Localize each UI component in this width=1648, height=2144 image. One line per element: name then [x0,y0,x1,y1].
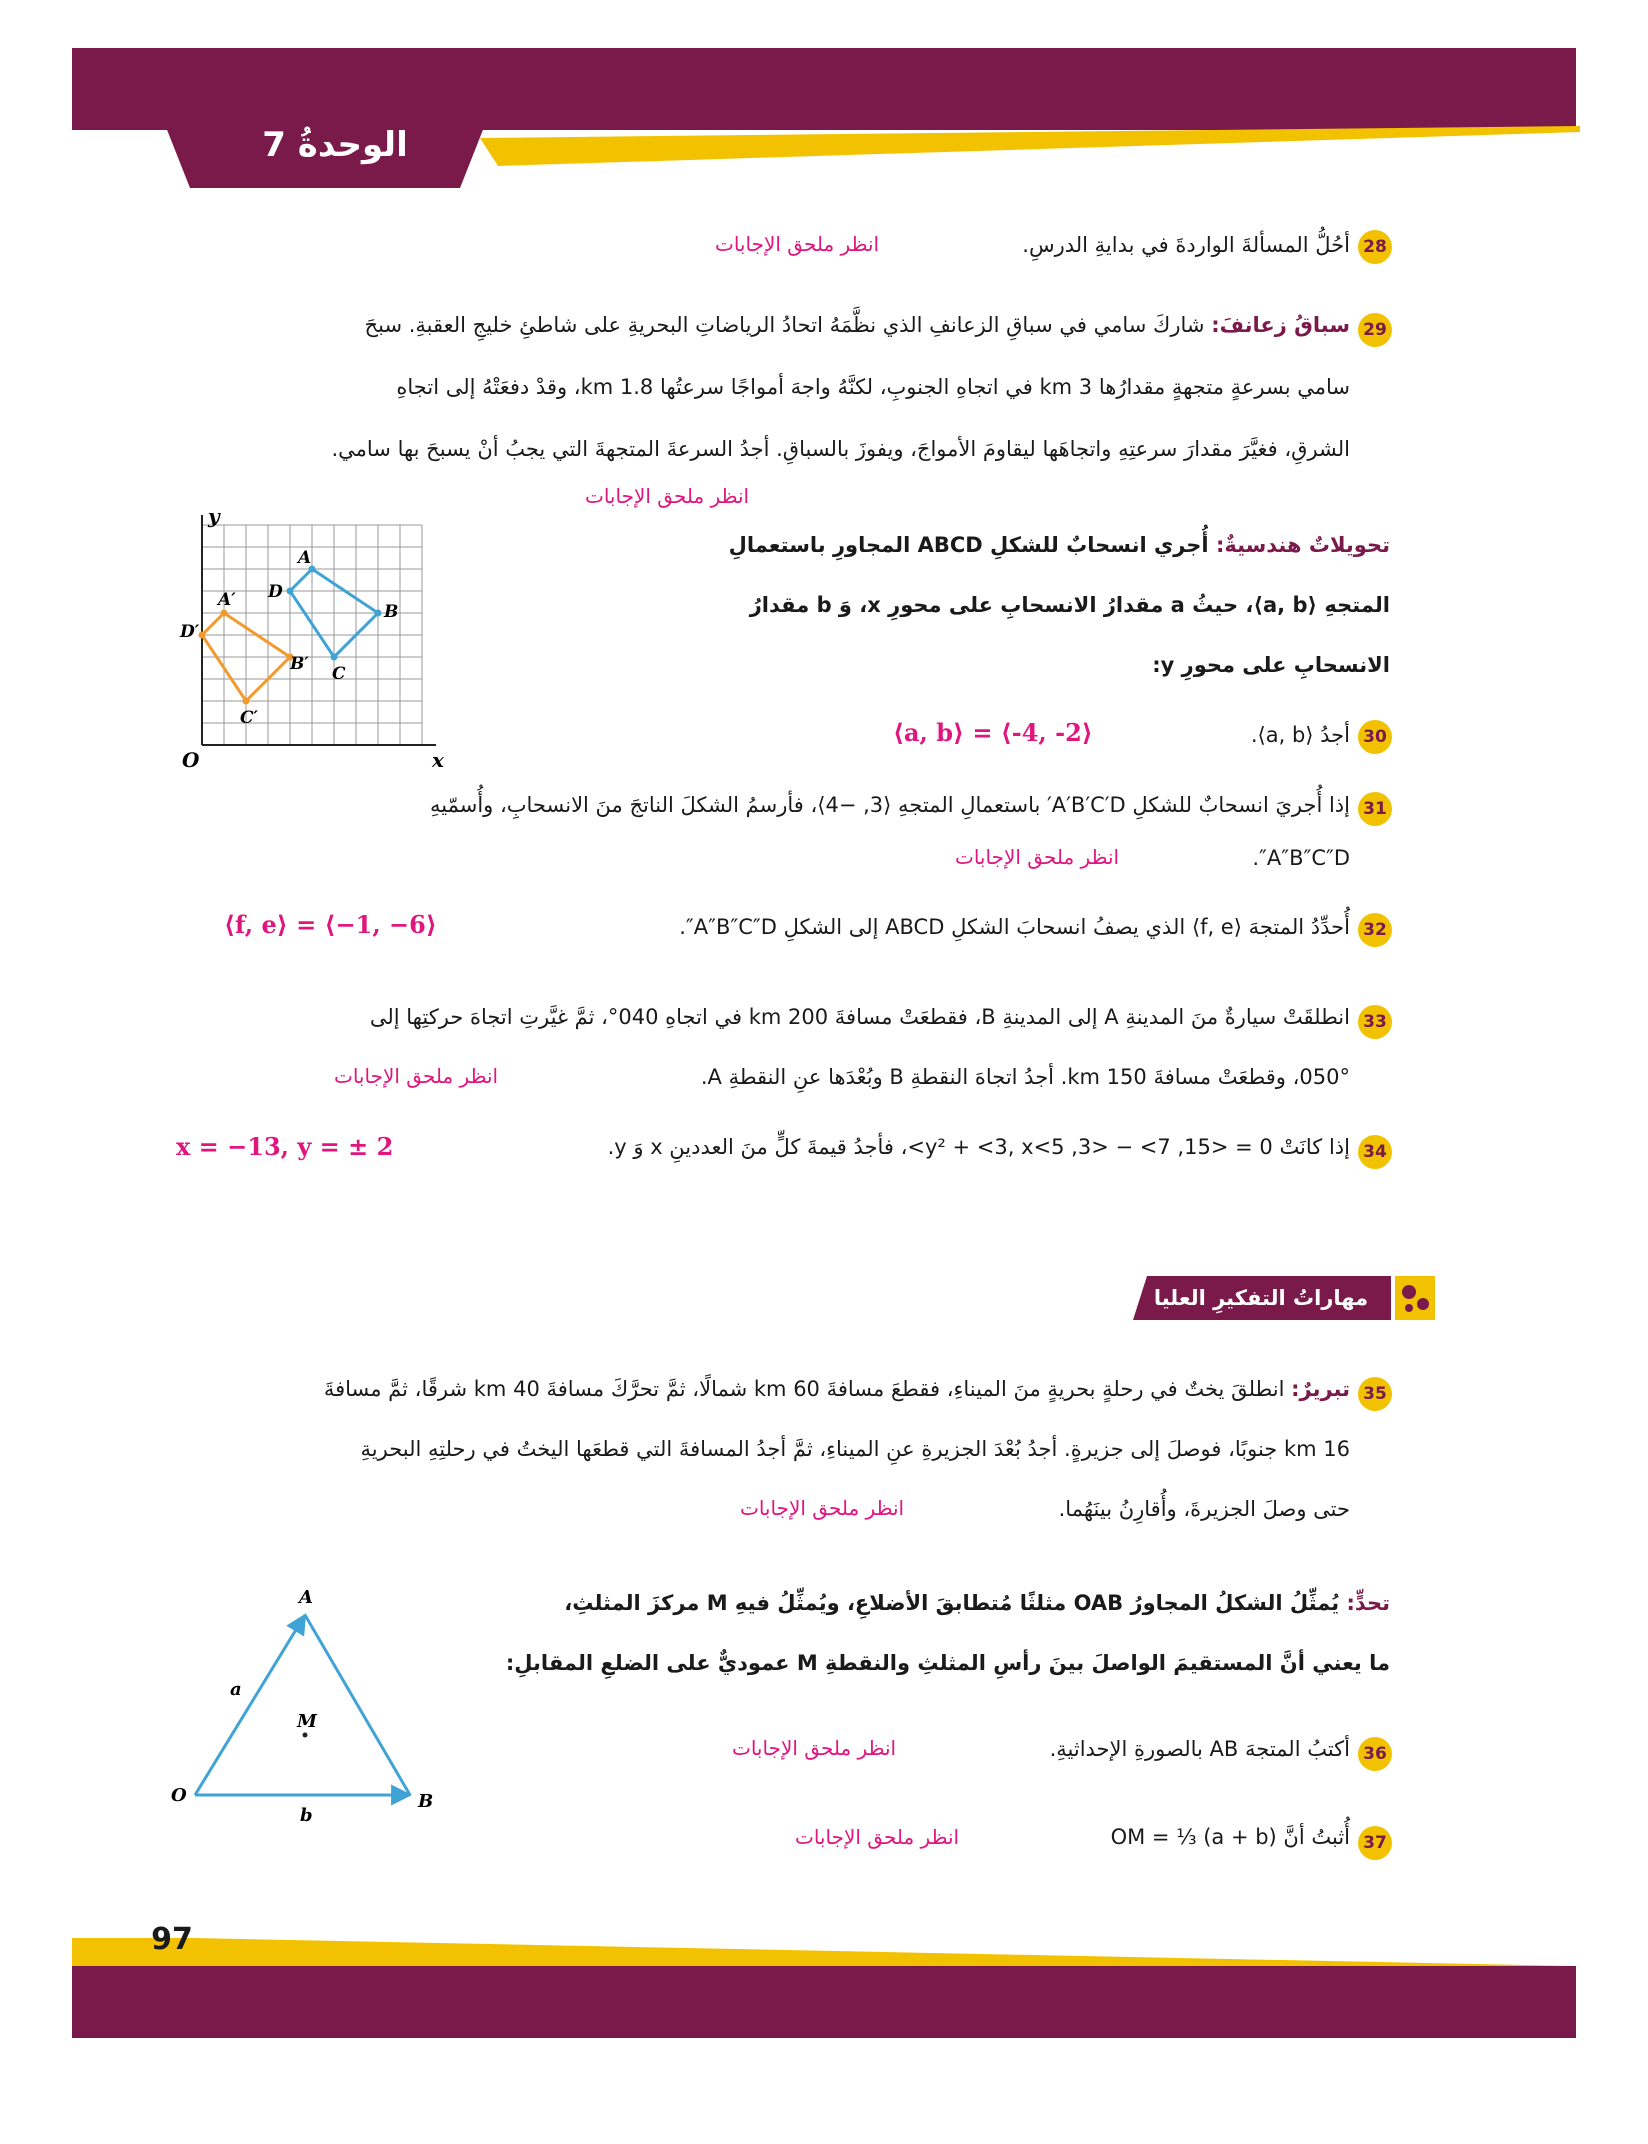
label-d: D [268,582,283,602]
q35-title: تبريرٌ: [1291,1377,1350,1401]
q29-line1: شاركَ سامي في سباقِ الزعانفِ الذي نظَّمَهُ اتحادُ الرياضاتِ البحريةِ على شاطئِ خليجِ العقبةِ. سبحَ [364,313,1205,337]
footer-bar [72,1966,1576,2038]
label-c-prime: C′ [240,708,259,728]
challenge-title: تحدٍّ: [1346,1591,1390,1615]
shape-a1b1c1d1-vertex [243,698,250,705]
q30-answer: ⟨a, b⟩ = ⟨-4, -2⟩ [893,718,1093,747]
y-axis-label: y [208,504,220,528]
header-accent-stripe [480,126,1580,166]
unit-label: الوحدةُ 7 [262,125,408,165]
q35-body [180,1374,1350,1404]
challenge-intro [490,1588,1390,1618]
section-title: مهاراتُ التفكيرِ العليا [1153,1286,1369,1310]
q29-line2: سامي بسرعةٍ متجهةٍ مقدارُها 3 km في اتجاهِ الجنوبِ، لكنَّهُ واجهَ أمواجًا سرعتُها 1.8 km، وقدْ دفعَتْهُ إلى اتجاهِ [396,375,1350,399]
label-a-prime: A′ [218,590,236,610]
label-b: B [384,602,399,622]
q36-text: أكتبُ المتجهَ AB بالصورةِ الإحداثيةِ. [1049,1737,1350,1761]
q34-answer: x = −13, y = ± 2 [176,1132,394,1161]
transform-title: تحويلاتٌ هندسيةٌ: [1215,533,1390,557]
q37-answer-ref: انظر ملحق الإجابات [795,1825,960,1849]
page-number: 97 [151,1922,193,1957]
question-number-35: 35 [1358,1377,1392,1411]
q29-title: سباقُ زعانفَ: [1211,313,1350,337]
vector-oa [195,1615,305,1795]
transform-line3: الانسحابِ على محورِ y: [1152,653,1390,677]
q33-answer-ref: انظر ملحق الإجابات [334,1064,499,1088]
question-number-37: 37 [1358,1826,1392,1860]
q35-answer-ref: انظر ملحق الإجابات [740,1496,905,1520]
label-vector-a: a [230,1679,242,1700]
transform-line2: المتجهِ ⟨a, b⟩، حيثُ a مقدارُ الانسحابِ على محورِ x، وَ b مقدارُ [749,593,1390,617]
q35-line1: انطلقَ يختٌ في رحلةٍ بحريةٍ منَ الميناءِ، فقطعَ مسافةَ 60 km شمالًا، ثمَّ تحرَّكَ مسافةَ 40 km شرقًا، ثمَّ مسافةَ [323,1377,1285,1401]
label-c: C [332,664,346,684]
label-b-prime: B′ [290,654,309,674]
q30-text: أجدُ ⟨a, b⟩. [1250,723,1350,747]
label-o: O [171,1785,187,1806]
q32-text: أُحدِّدُ المتجهَ ⟨f, e⟩ الذي يصفُ انسحابَ الشكلِ ABCD إلى الشكلِ A″B″C″D″. [679,915,1350,939]
label-d-prime: D′ [180,622,200,642]
shape-abcd-vertex [331,654,338,661]
question-number-32: 32 [1358,913,1392,947]
shape-abcd-vertex [375,610,382,617]
q29-answer-ref: انظر ملحق الإجابات [585,484,750,508]
question-number-33: 33 [1358,1005,1392,1039]
question-number-30: 30 [1358,720,1392,754]
challenge-line1: يُمثِّلُ الشكلُ المجاورُ OAB مثلثًا مُتطابقَ الأضلاعِ، ويُمثِّلُ فيهِ M مركزَ المثلثِ، [564,1591,1340,1615]
q31-line2: A″B″C″D″. [1252,846,1350,870]
triangle-figure [170,1585,434,1826]
label-a: A [298,548,312,568]
transform-intro [590,530,1390,560]
q29-line3: الشرقِ، فغيَّرَ مقدارَ سرعتِهِ واتجاهَها ليقاومَ الأمواجَ، ويفوزَ بالسباقِ. أجدُ السرعةَ المتجهةَ التي يجبُ أنْ يسبحَ بها سامي. [331,437,1350,461]
q32-answer: ⟨f, e⟩ = ⟨−1, −6⟩ [224,910,437,939]
q28-answer-ref: انظر ملحق الإجابات [715,232,880,256]
shape-a1b1c1d1-vertex [199,632,206,639]
label-b: B [418,1791,434,1812]
shape-a1b1c1d1-vertex [221,610,228,617]
x-axis-label: x [432,748,444,772]
question-number-28: 28 [1358,230,1392,264]
question-number-34: 34 [1358,1135,1392,1169]
label-a: A [299,1587,313,1608]
q35-line2: 16 km جنوبًا، فوصلَ إلى جزيرةٍ. أجدُ بُعْدَ الجزيرةِ عنِ الميناءِ، ثمَّ أجدُ المسافةَ التي قطعَها اليختُ في رحلتِهِ البحريةِ [360,1437,1350,1461]
q28-text: أحُلُّ المسألةَ الواردةَ في بدايةِ الدرسِ. [1022,233,1350,257]
q31-line1: إذا أُجريَ انسحابٌ للشكلِ A′B′C′D′ باستعمالِ المتجهِ ⟨3, −4⟩، فأرسمُ الشكلَ الناتجَ منَ الانسحابِ، وأُسمّيهِ [430,793,1350,817]
q33-line1: انطلقَتْ سيارةٌ منَ المدينةِ A إلى المدينةِ B، فقطعَتْ مسافةَ 200 km في اتجاهِ 040°، ثمَّ غيَّرتِ اتجاهَ حركتِها إلى [369,1005,1350,1029]
q33-line2: 050°، وقطعَتْ مسافةَ 150 km. أجدُ اتجاهَ النقطةِ B وبُعْدَها عنِ النقطةِ A. [700,1065,1350,1089]
question-number-29: 29 [1358,313,1392,347]
transform-line1: أُجري انسحابٌ للشكلِ ABCD المجاورِ باستعمالِ [728,533,1209,557]
question-number-36: 36 [1358,1737,1392,1771]
q37-text: أُثبتُ أنَّ OM = ⅓ (a + b) [1110,1825,1350,1849]
question-number-31: 31 [1358,792,1392,826]
point-m [303,1733,308,1738]
q36-answer-ref: انظر ملحق الإجابات [732,1736,897,1760]
label-vector-b: b [300,1805,313,1826]
challenge-line2: ما يعني أنَّ المستقيمَ الواصلَ بينَ رأسِ المثلثِ والنقطةِ M عموديٌّ على الضلعِ المقابلِ: [505,1651,1390,1675]
q31-answer-ref: انظر ملحق الإجابات [955,845,1120,869]
q29-body [180,310,1350,340]
side-ab [305,1615,410,1795]
translation-grid-figure [180,505,490,785]
q34-text: إذا كانَتْ 0 = <15, 7> − <3, 5>y² + <3, x>، فأجدُ قيمةَ كلٍّ منَ العددينِ x وَ y. [607,1135,1350,1159]
origin-label: O [182,748,200,772]
label-m: M [297,1711,317,1732]
q35-line3: حتى وصلَ الجزيرةَ، وأُقارِنُ بينَهُما. [1058,1497,1350,1521]
shape-abcd-vertex [287,588,294,595]
footer-accent-stripe [72,1930,1576,1970]
